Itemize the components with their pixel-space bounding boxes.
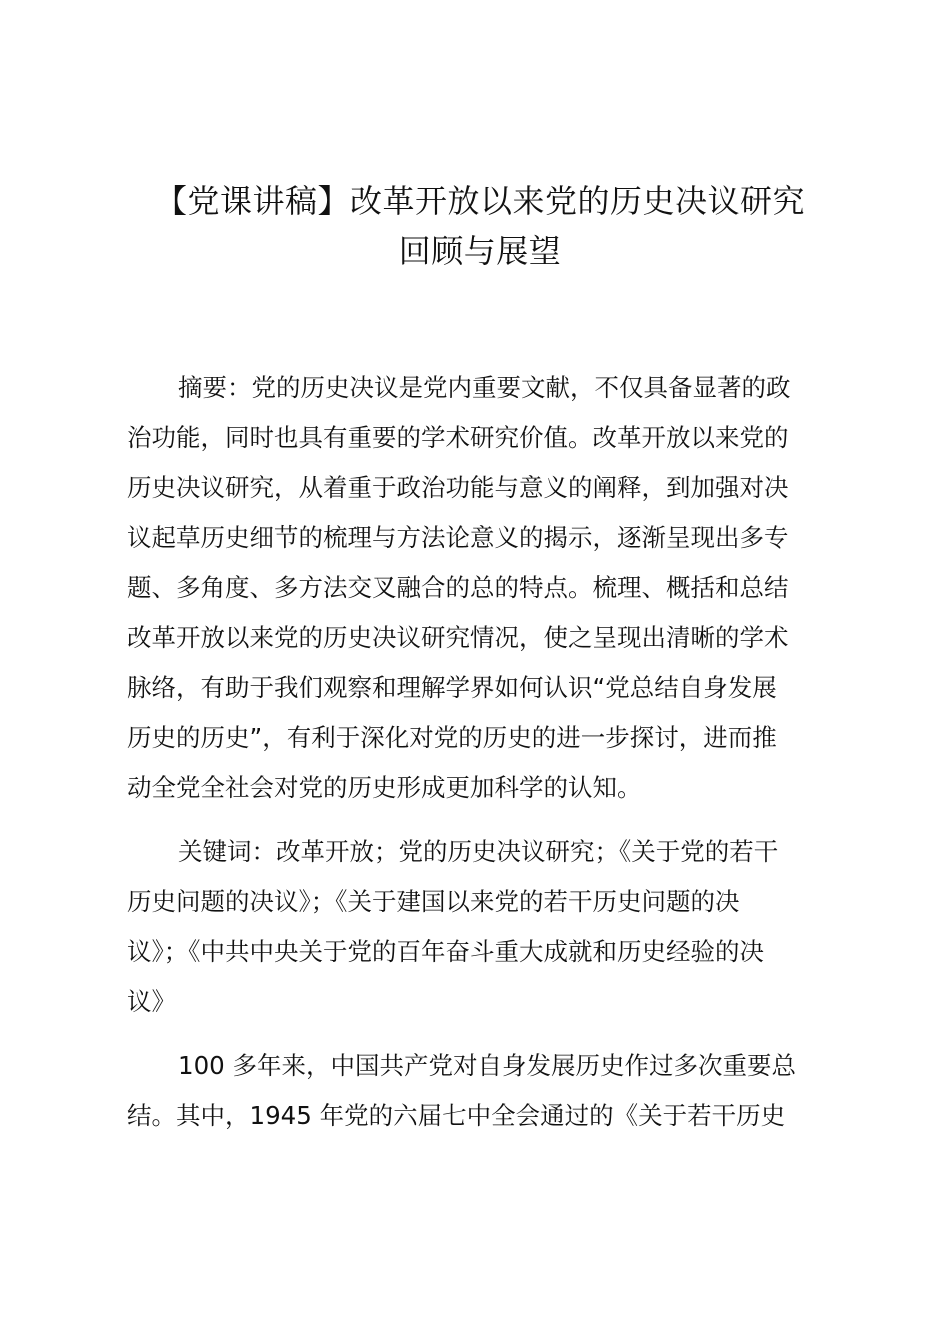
abstract-line: 议起草历史细节的梳理与方法论意义的揭示，逐渐呈现出多专 xyxy=(127,523,789,552)
paragraph-gap xyxy=(127,1027,832,1041)
keywords-line: 关键词：改革开放；党的历史决议研究；《关于党的若干 xyxy=(178,837,779,866)
keywords-paragraph xyxy=(127,827,832,1027)
title-line-2: 回顾与展望 xyxy=(398,232,562,270)
document-body xyxy=(127,363,832,1141)
abstract-line: 历史决议研究，从着重于政治功能与意义的阐释，到加强对决 xyxy=(127,473,789,502)
abstract-line: 动全党全社会对党的历史形成更加科学的认知。 xyxy=(127,773,642,802)
title-line-1: 【党课讲稿】改革开放以来党的历史决议研究 xyxy=(154,182,805,220)
paragraph-gap xyxy=(127,813,832,827)
keywords-line: 历史问题的决议》；《关于建国以来党的若干历史问题的决 xyxy=(127,887,740,916)
abstract-line: 摘要：党的历史决议是党内重要文献，不仅具备显著的政 xyxy=(178,373,791,402)
abstract-line: 改革开放以来党的历史决议研究情况，使之呈现出清晰的学术 xyxy=(127,623,789,652)
abstract-line: 治功能，同时也具有重要的学术研究价值。改革开放以来党的 xyxy=(127,423,789,452)
document-title xyxy=(100,176,860,276)
intro-line: 100 多年来，中国共产党对自身发展历史作过多次重要总 xyxy=(178,1051,797,1080)
abstract-line: 脉络，有助于我们观察和理解学界如何认识“党总结自身发展 xyxy=(127,673,777,702)
keywords-line: 议》 xyxy=(127,987,176,1016)
intro-line: 结。其中，1945 年党的六届七中全会通过的《关于若干历史 xyxy=(127,1101,786,1130)
abstract-paragraph xyxy=(127,363,832,813)
abstract-line: 历史的历史”，有利于深化对党的历史的进一步探讨，进而推 xyxy=(127,723,777,752)
keywords-line: 议》；《中共中央关于党的百年奋斗重大成就和历史经验的决 xyxy=(127,937,764,966)
intro-paragraph xyxy=(127,1041,832,1141)
abstract-line: 题、多角度、多方法交叉融合的总的特点。梳理、概括和总结 xyxy=(127,573,789,602)
